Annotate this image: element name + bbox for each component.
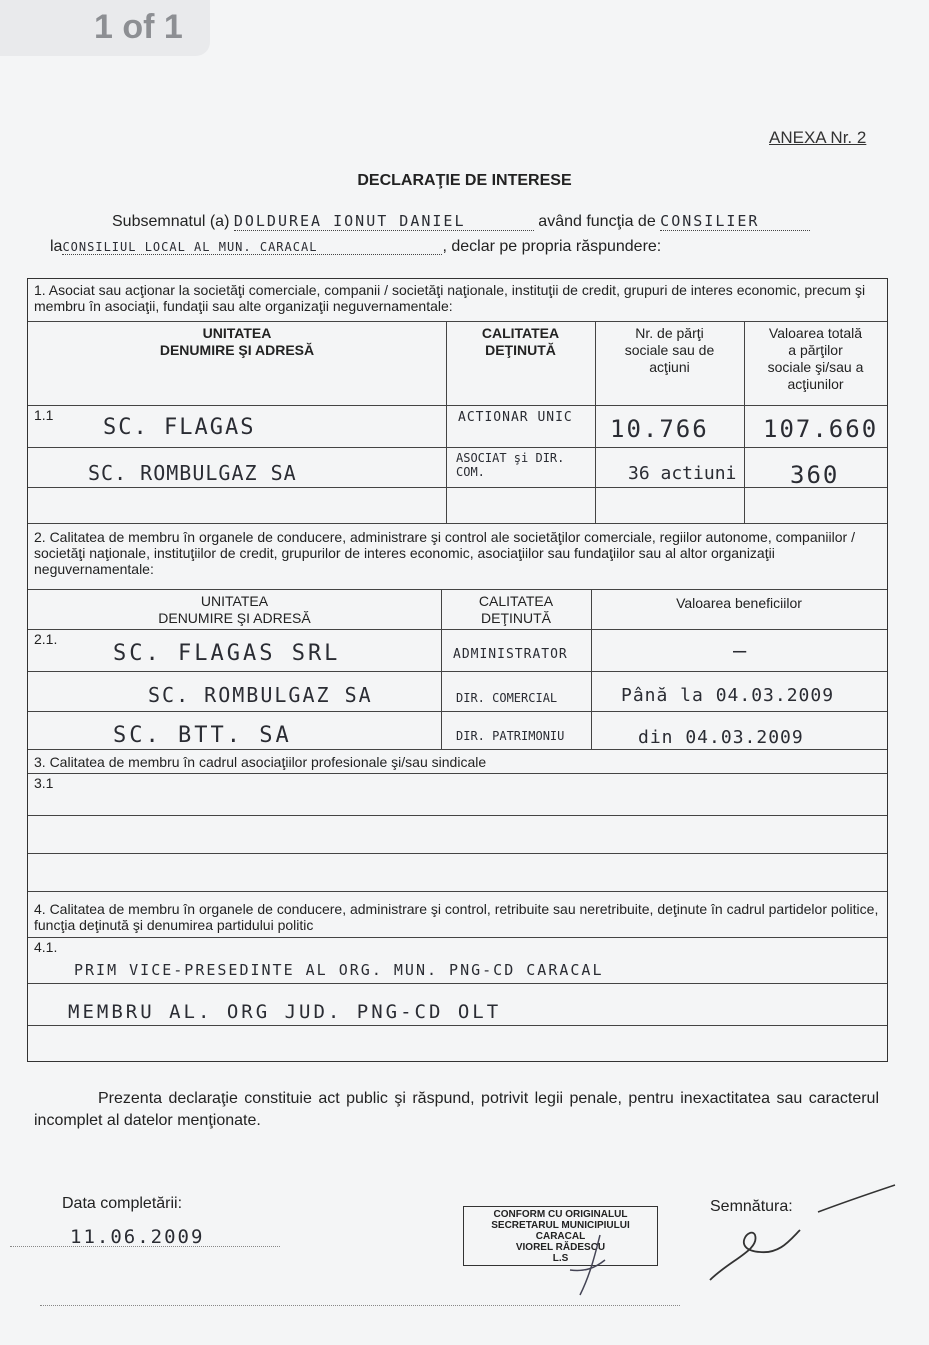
- institution-line: [50, 238, 661, 256]
- stamp-line: VIOREL RĂDESCU: [515, 1242, 606, 1253]
- declaration-table: [27, 278, 888, 1062]
- s1-col-value: Valoarea totală a părţilor sociale şi/sau a acţiunilor: [767, 325, 864, 392]
- institution: CONSILIUL LOCAL AL MUN. CARACAL: [62, 240, 442, 255]
- s2-row3-unit: SC. BTT. SA: [113, 723, 292, 748]
- s4-row2: MEMBRU AL. ORG JUD. PNG-CD OLT: [68, 1001, 502, 1023]
- s2-row3-benefit: din 04.03.2009: [638, 727, 804, 748]
- date-value: 11.06.2009: [70, 1226, 205, 1248]
- section1-title: 1. Asociat sau acţionar la societăţi comerciale, companii / societăţi naţionale, instituţii de credit, grupuri de interes economic, precum şi membru în asociaţii, fundaţii sau alte organizaţii neguvernamentale:: [34, 282, 866, 314]
- s1-row2-shares: 36 actiuni: [628, 463, 737, 484]
- s1-col-role: CALITATEA DEŢINUTĂ: [481, 325, 560, 358]
- stamp-line: L.S: [552, 1253, 569, 1264]
- s1-row1-unit: SC. FLAGAS: [103, 415, 256, 440]
- section3-title: 3. Calitatea de membru în cadrul asociaţiilor profesionale şi/sau sindicale: [34, 754, 487, 770]
- s2-row1-role: ADMINISTRATOR: [453, 647, 568, 662]
- s1-row1-value: 107.660: [763, 415, 879, 443]
- stamp-signature-mark: [560, 1230, 620, 1300]
- stamp-line: CONFORM CU ORIGINALUL: [493, 1209, 628, 1220]
- s2-row3-role: DIR. PATRIMONIU: [456, 729, 565, 743]
- s1-row1-shares: 10.766: [610, 415, 709, 443]
- s2-row2-unit: SC. ROMBULGAZ SA: [148, 683, 373, 707]
- s1-row-number: 1.1: [34, 407, 54, 423]
- stamp-line: SECRETARUL MUNICIPIULUI: [491, 1220, 630, 1231]
- stamp-line: CARACAL: [535, 1231, 586, 1242]
- s1-row2-unit: SC. ROMBULGAZ SA: [88, 461, 297, 485]
- s2-row-number: 2.1.: [34, 631, 58, 647]
- line2-suffix: , declar pe propria răspundere:: [442, 238, 662, 255]
- document-title: DECLARAŢIE DE INTERESE: [357, 172, 572, 189]
- s4-row1: PRIM VICE-PRESEDINTE AL ORG. MUN. PNG-CD CARACAL: [74, 961, 604, 979]
- s3-row-number: 3.1: [34, 775, 54, 791]
- line1-middle: având funcţia de: [538, 213, 656, 230]
- annex-label: ANEXA Nr. 2: [769, 128, 867, 147]
- s1-col-unit: UNITATEA DENUMIRE ŞI ADRESĂ: [159, 325, 315, 358]
- section4-title: 4. Calitatea de membru în organele de conducere, administrare şi control, retribuite sau neretribuite, deţinute în cadrul partidelor politice, funcţia deţinută şi denumirea partidului politic: [34, 901, 879, 933]
- page-indicator-text: 1 of 1: [94, 8, 183, 46]
- s1-row1-role: ACTIONAR UNIC: [458, 410, 573, 425]
- signature-label: Semnătura:: [710, 1198, 793, 1215]
- s2-row1-unit: SC. FLAGAS SRL: [113, 641, 341, 666]
- footer-paragraph: Prezenta declaraţie constituie act public şi răspund, potrivit legii penale, pentru inexactitatea sau caracterul incomplet al datelor menţionate.: [34, 1090, 879, 1129]
- line1-prefix: Subsemnatul (a): [112, 213, 230, 230]
- s2-row1-benefit: —: [733, 639, 749, 664]
- s2-col-unit: UNITATEA DENUMIRE ŞI ADRESĂ: [158, 593, 311, 626]
- section2-title: 2. Calitatea de membru în organele de conducere, administrare şi control ale societăţilor comerciale, regiilor autonome, companiilor / societăţi naţionale, instituţiilor de credit, grupurilor de interes economic, asociaţiilor sau fundaţiilor sau al altor organizaţii neguvernamentale:: [34, 529, 855, 577]
- declarant-line: [112, 212, 810, 231]
- s1-col-shares: Nr. de părţi sociale sau de acţiuni: [624, 325, 715, 375]
- s1-row2-value: 360: [790, 461, 840, 489]
- s2-row2-benefit: Până la 04.03.2009: [621, 685, 835, 706]
- s4-row-number: 4.1.: [34, 939, 58, 955]
- declarant-function: CONSILIER: [660, 212, 810, 231]
- s2-col-role: CALITATEA DEŢINUTĂ: [478, 593, 554, 626]
- s1-row2-role: ASOCIAT şi DIR. COM.: [456, 451, 565, 479]
- s2-col-benefit: Valoarea beneficiilor: [676, 595, 802, 611]
- s2-row2-role: DIR. COMERCIAL: [456, 691, 558, 705]
- date-label: Data completării:: [62, 1195, 183, 1212]
- page-indicator: [0, 0, 210, 56]
- footer-statement: [34, 1088, 879, 1132]
- declarant-name: DOLDUREA IONUT DANIEL: [234, 212, 534, 231]
- signature-mark: [700, 1180, 900, 1290]
- line2-prefix: la: [50, 238, 63, 255]
